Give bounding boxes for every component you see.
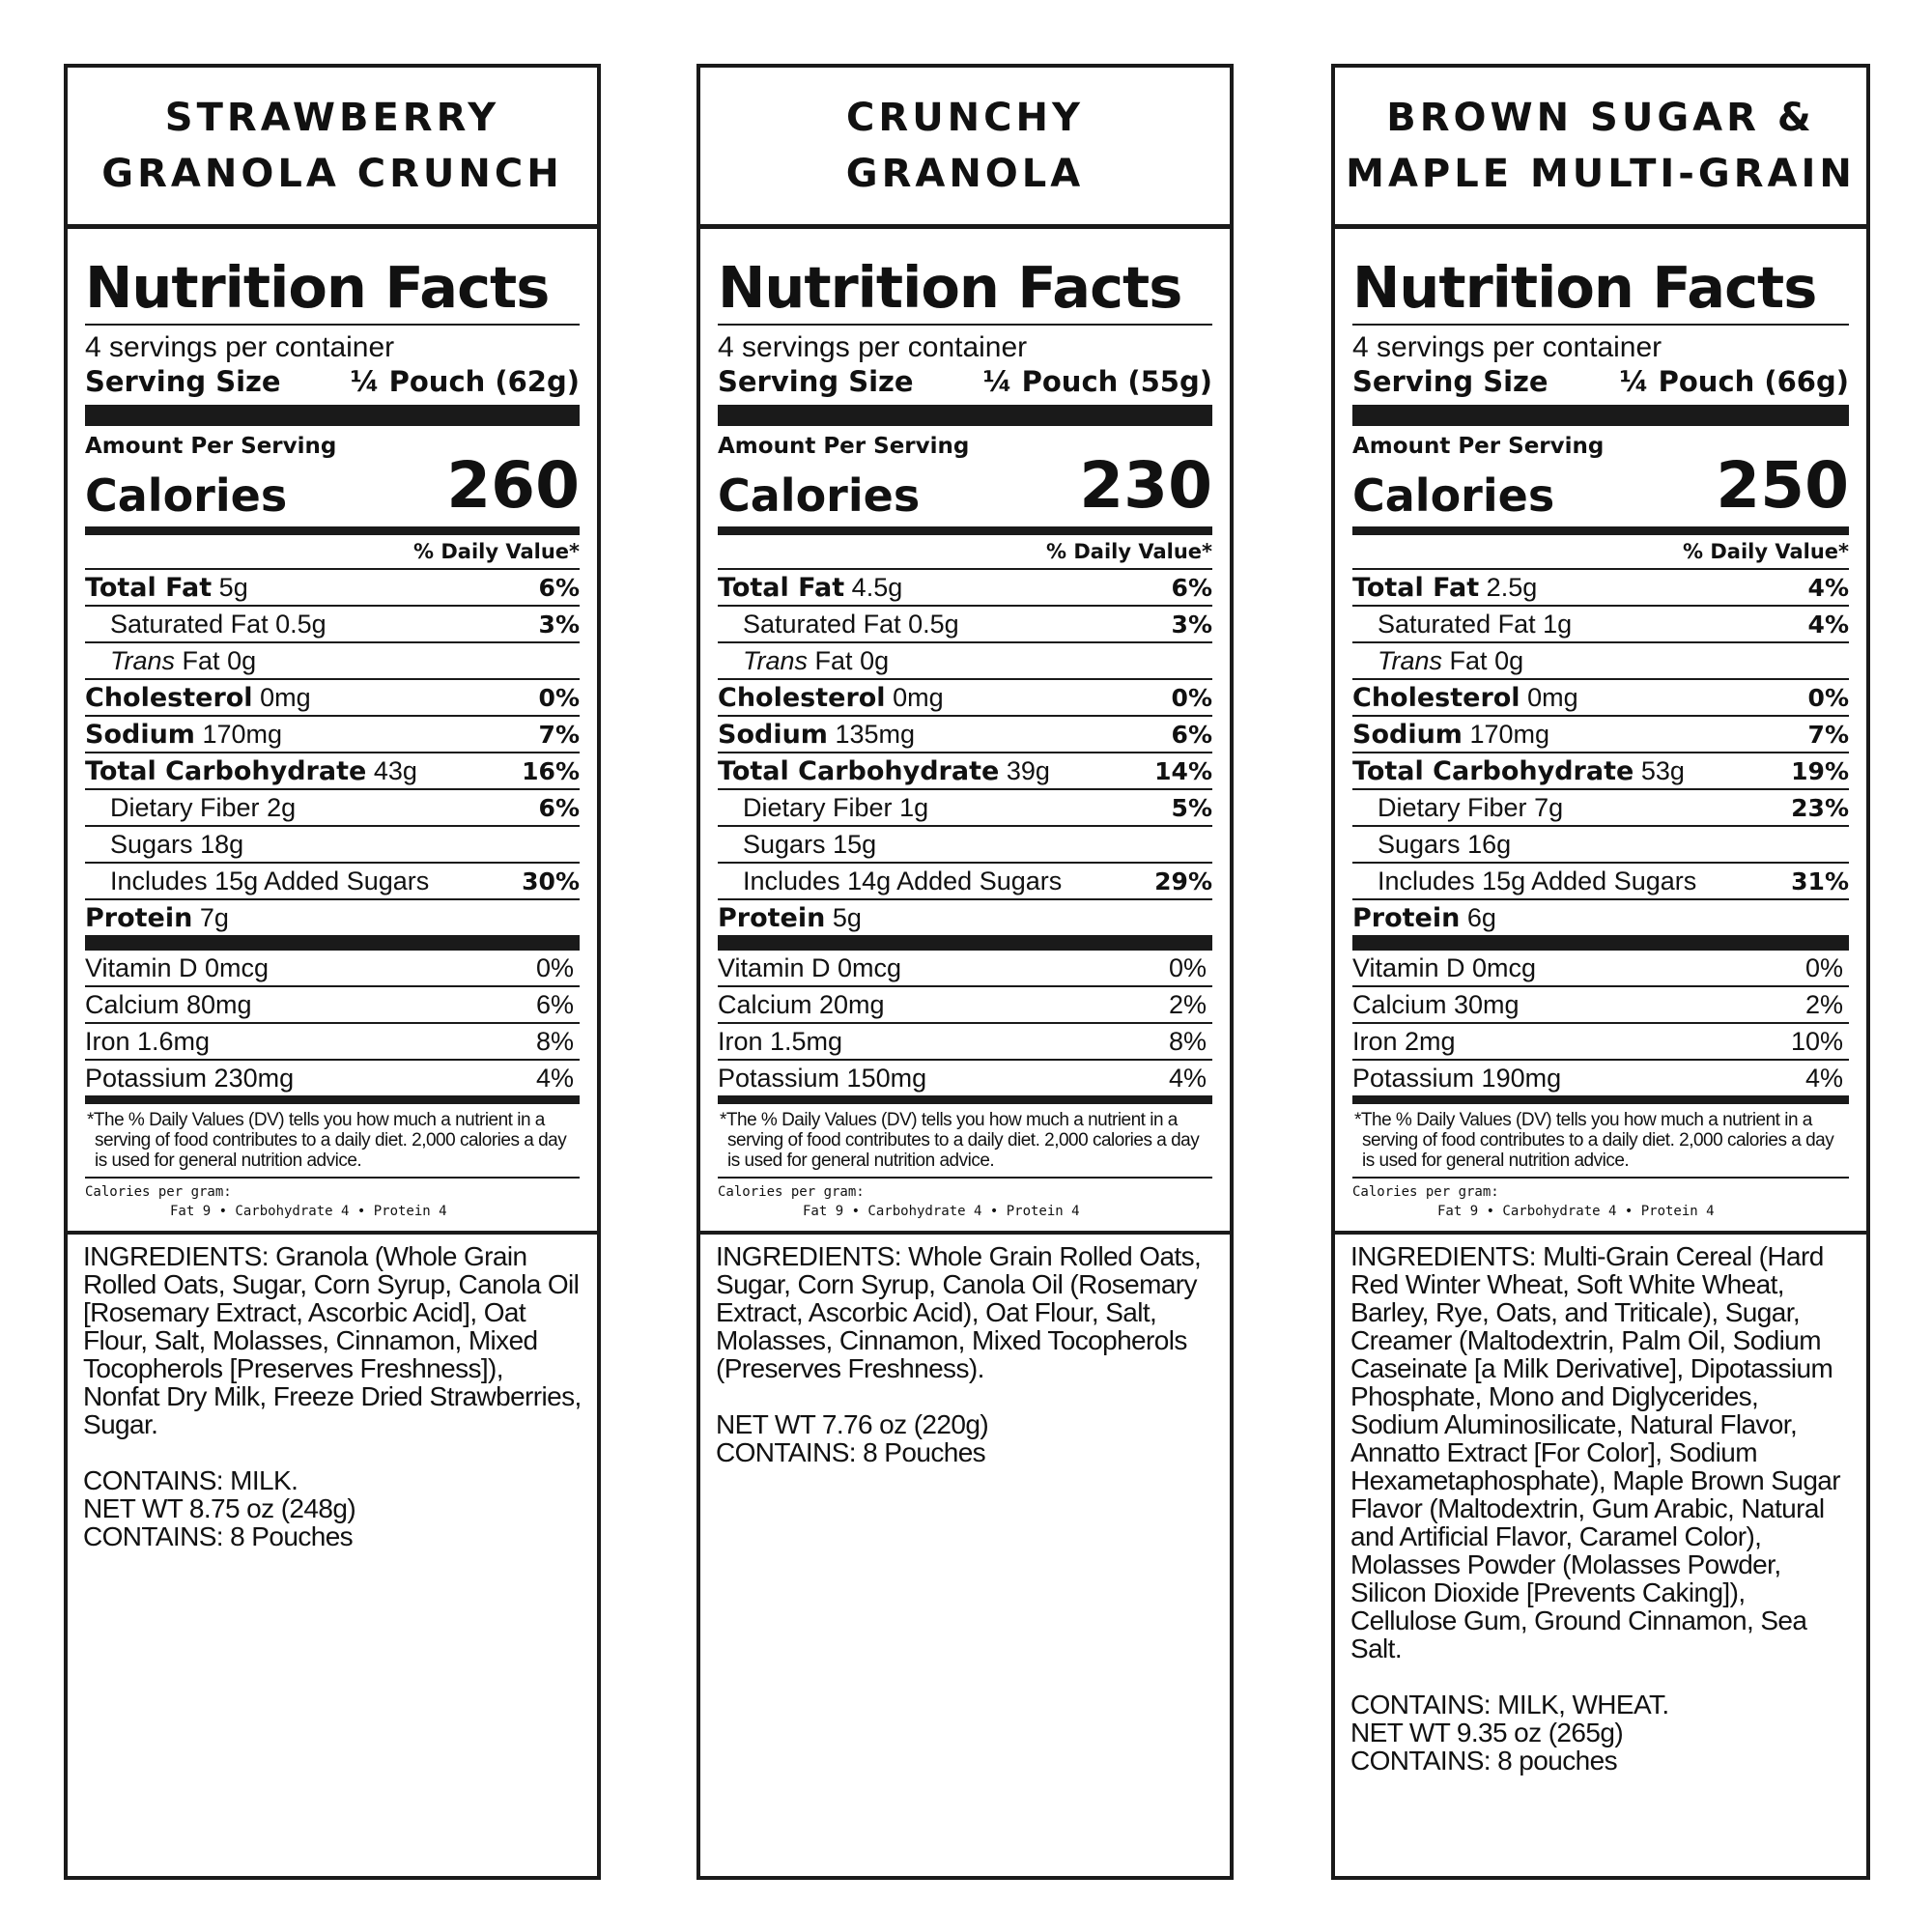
- sugars-amount: 16g: [1467, 829, 1512, 859]
- total-carb-row: [85, 753, 580, 790]
- sodium-dv: 7%: [538, 720, 580, 749]
- net-weight: NET WT 9.35 oz (265g): [1350, 1718, 1624, 1747]
- saturated-fat-label: Saturated Fat: [743, 609, 901, 639]
- vitamin-d-row: [1352, 951, 1849, 987]
- sugars-amount: 18g: [200, 829, 244, 859]
- vitamin-d-dv: 0%: [1168, 952, 1207, 982]
- iron-dv: 8%: [535, 1026, 574, 1056]
- product-title: [1335, 68, 1866, 229]
- iron-label: Iron 2mg: [1352, 1026, 1456, 1056]
- protein-amount: 6g: [1466, 902, 1496, 932]
- daily-value-footnote: [85, 1104, 580, 1179]
- saturated-fat-amount: 0.5g: [908, 609, 959, 639]
- potassium-label: Potassium 150mg: [718, 1063, 927, 1093]
- trans-fat-row: [1352, 643, 1849, 680]
- nutrition-panel-3: [1331, 64, 1870, 1880]
- dietary-fiber-dv: 6%: [538, 793, 580, 822]
- protein-amount: 5g: [832, 902, 862, 932]
- cholesterol-row: [85, 680, 580, 717]
- vitamin-d-row: [85, 951, 580, 987]
- protein-row: [85, 900, 580, 951]
- trans-fat-label: Fat: [182, 645, 220, 675]
- added-sugars-label: Includes 15g Added Sugars: [110, 866, 430, 895]
- added-sugars-dv: 29%: [1154, 867, 1212, 895]
- total-carb-dv: 14%: [1154, 756, 1212, 785]
- iron-row: [718, 1024, 1212, 1061]
- trans-fat-italic: Trans: [743, 645, 809, 675]
- cholesterol-label: Cholesterol: [1352, 682, 1520, 713]
- total-carb-amount: 53g: [1640, 755, 1685, 785]
- vitamin-d-label: Vitamin D 0mcg: [1352, 952, 1537, 982]
- trans-fat-amount: 0g: [227, 645, 257, 675]
- trans-fat-row: [718, 643, 1212, 680]
- ingredients-label: INGREDIENTS:: [83, 1241, 269, 1271]
- serving-size: [718, 364, 1212, 426]
- nutrition-facts-heading: Nutrition Facts: [85, 256, 580, 326]
- potassium-row: [85, 1061, 580, 1104]
- sodium-label: Sodium: [1352, 719, 1463, 750]
- dietary-fiber-row: [718, 790, 1212, 827]
- serving-size-label: Serving Size: [718, 365, 914, 398]
- footnote-text: *The % Daily Values (DV) tells you how much a nutrient in a serving of food contributes to a daily diet. 2,000 calories a day is used for general nutrition advice.: [1354, 1110, 1834, 1171]
- total-carb-row: [1352, 753, 1849, 790]
- iron-label: Iron 1.5mg: [718, 1026, 843, 1056]
- total-fat-amount: 2.5g: [1486, 572, 1538, 602]
- trans-fat-amount: 0g: [1494, 645, 1524, 675]
- trans-fat-amount: 0g: [860, 645, 890, 675]
- ingredients-text: Multi-Grain Cereal (Hard Red Winter Wheat, Soft White Wheat, Barley, Rye, Oats, and Triticale), Sugar, Creamer (Maltodextrin, Palm Oil, Sodium Caseinate [a Milk Derivative], Dipotassium Phosphate, Mono and Diglycerides, Sodium Aluminosilicate, Natural Flavor, Annatto Extract [For Color], Sodium Hexametaphosphate), Maple Brown Sugar Flavor (Maltodextrin, Gum Arabic, Natural and Artificial Flavor, Caramel Color), Molasses Powder (Molasses Powder, Silicon Dioxide [Prevents Caking]), Cellulose Gum, Ground Cinnamon, Sea Salt.: [1350, 1241, 1840, 1663]
- sodium-dv: 7%: [1807, 720, 1849, 749]
- nutrition-facts-heading: Nutrition Facts: [718, 256, 1212, 326]
- trans-fat-italic: Trans: [1378, 645, 1443, 675]
- servings-per-container: 4 servings per container: [1352, 331, 1662, 363]
- product-title-line-2: MAPLE MULTI-GRAIN: [1346, 152, 1856, 196]
- added-sugars-label: Includes 14g Added Sugars: [743, 866, 1063, 895]
- saturated-fat-label: Saturated Fat: [1378, 609, 1536, 639]
- iron-label: Iron 1.6mg: [85, 1026, 211, 1056]
- calories-row: [85, 448, 580, 535]
- product-title-line-1: BROWN SUGAR &: [1386, 96, 1815, 140]
- calories-per-gram: [1352, 1179, 1849, 1231]
- calories-label: Calories: [718, 469, 921, 522]
- sodium-amount: 170mg: [202, 719, 283, 749]
- dietary-fiber-label: Dietary Fiber: [1378, 792, 1527, 822]
- footnote-text: *The % Daily Values (DV) tells you how much a nutrient in a serving of food contributes to a daily diet. 2,000 calories a day is used for general nutrition advice.: [720, 1110, 1200, 1171]
- protein-label: Protein: [85, 902, 193, 933]
- sugars-label: Sugars: [1378, 829, 1461, 859]
- iron-dv: 10%: [1790, 1026, 1843, 1056]
- serving-size-value: ¼ Pouch (55g): [982, 365, 1212, 398]
- calories-per-gram-label: Calories per gram:: [85, 1184, 232, 1200]
- calcium-dv: 6%: [535, 989, 574, 1019]
- servings-per-container: 4 servings per container: [718, 331, 1028, 363]
- dietary-fiber-dv: 5%: [1171, 793, 1212, 822]
- calcium-label: Calcium 20mg: [718, 989, 885, 1019]
- ingredients-section: [700, 1231, 1230, 1466]
- calories-row: [1352, 448, 1849, 535]
- daily-value-footnote: [1352, 1104, 1849, 1179]
- saturated-fat-row: [85, 607, 580, 643]
- total-carb-label: Total Carbohydrate: [718, 755, 1000, 786]
- trans-fat-row: [85, 643, 580, 680]
- nutrition-facts-label: [68, 229, 597, 1231]
- trans-fat-label: Fat: [814, 645, 853, 675]
- nutrition-facts-label: [1335, 229, 1866, 1231]
- product-title: [700, 68, 1230, 229]
- amount-per-serving: Amount Per Serving: [1352, 434, 1605, 459]
- product-title: [68, 68, 597, 229]
- calories-per-gram-values: Fat 9 • Carbohydrate 4 • Protein 4: [1437, 1204, 1715, 1219]
- calories-per-gram: [718, 1179, 1212, 1231]
- total-fat-row: [85, 570, 580, 607]
- saturated-fat-dv: 3%: [538, 610, 580, 639]
- saturated-fat-amount: 1g: [1543, 609, 1573, 639]
- cholesterol-dv: 0%: [1171, 683, 1212, 712]
- serving-size: [1352, 364, 1849, 426]
- added-sugars-row: [85, 864, 580, 900]
- calories-label: Calories: [1352, 469, 1555, 522]
- dietary-fiber-label: Dietary Fiber: [110, 792, 260, 822]
- total-carb-amount: 43g: [373, 755, 417, 785]
- product-title-line-2: GRANOLA: [845, 152, 1085, 196]
- protein-row: [718, 900, 1212, 951]
- potassium-label: Potassium 190mg: [1352, 1063, 1562, 1093]
- calcium-dv: 2%: [1804, 989, 1843, 1019]
- potassium-dv: 4%: [1804, 1063, 1843, 1093]
- calcium-label: Calcium 80mg: [85, 989, 252, 1019]
- calories-per-gram: [85, 1179, 580, 1231]
- product-title-line-2: GRANOLA CRUNCH: [101, 152, 563, 196]
- total-fat-amount: 5g: [218, 572, 248, 602]
- trans-fat-italic: Trans: [110, 645, 176, 675]
- added-sugars-dv: 31%: [1791, 867, 1849, 895]
- dietary-fiber-label: Dietary Fiber: [743, 792, 893, 822]
- sodium-row: [1352, 717, 1849, 753]
- vitamin-d-dv: 0%: [1804, 952, 1843, 982]
- calories-value: 230: [1079, 448, 1212, 523]
- dietary-fiber-row: [85, 790, 580, 827]
- total-fat-label: Total Fat: [1352, 572, 1480, 603]
- calcium-label: Calcium 30mg: [1352, 989, 1520, 1019]
- saturated-fat-dv: 3%: [1171, 610, 1212, 639]
- saturated-fat-row: [718, 607, 1212, 643]
- sugars-label: Sugars: [743, 829, 826, 859]
- iron-dv: 8%: [1168, 1026, 1207, 1056]
- vitamin-d-label: Vitamin D 0mcg: [85, 952, 270, 982]
- ingredients-section: [1335, 1231, 1866, 1775]
- calcium-row: [85, 987, 580, 1024]
- contains-pouches: CONTAINS: 8 Pouches: [83, 1521, 354, 1551]
- total-fat-row: [1352, 570, 1849, 607]
- sodium-row: [718, 717, 1212, 753]
- trans-fat-label: Fat: [1449, 645, 1488, 675]
- product-title-line-1: STRAWBERRY: [164, 96, 500, 140]
- daily-value-header: % Daily Value*: [85, 535, 580, 570]
- sodium-label: Sodium: [85, 719, 195, 750]
- total-fat-amount: 4.5g: [851, 572, 903, 602]
- calcium-row: [1352, 987, 1849, 1024]
- sodium-row: [85, 717, 580, 753]
- footnote-text: *The % Daily Values (DV) tells you how much a nutrient in a serving of food contributes to a daily diet. 2,000 calories a day is used for general nutrition advice.: [87, 1110, 567, 1171]
- potassium-row: [1352, 1061, 1849, 1104]
- dietary-fiber-amount: 1g: [899, 792, 929, 822]
- total-carb-label: Total Carbohydrate: [1352, 755, 1634, 786]
- nutrition-panel-2: [696, 64, 1234, 1880]
- protein-label: Protein: [1352, 902, 1461, 933]
- cholesterol-dv: 0%: [1807, 683, 1849, 712]
- cholesterol-row: [718, 680, 1212, 717]
- dietary-fiber-amount: 2g: [267, 792, 297, 822]
- sugars-row: [1352, 827, 1849, 864]
- cholesterol-amount: 0mg: [260, 682, 311, 712]
- amount-per-serving: Amount Per Serving: [85, 434, 337, 459]
- total-carb-dv: 16%: [522, 756, 580, 785]
- net-weight: NET WT 8.75 oz (248g): [83, 1493, 356, 1523]
- cholesterol-label: Cholesterol: [718, 682, 886, 713]
- servings-per-container: 4 servings per container: [85, 331, 395, 363]
- nutrition-facts-heading: Nutrition Facts: [1352, 256, 1849, 326]
- net-weight: NET WT 7.76 oz (220g): [716, 1409, 989, 1439]
- cholesterol-amount: 0mg: [1527, 682, 1578, 712]
- total-carb-amount: 39g: [1006, 755, 1050, 785]
- total-carb-dv: 19%: [1791, 756, 1849, 785]
- total-fat-row: [718, 570, 1212, 607]
- added-sugars-row: [718, 864, 1212, 900]
- calcium-dv: 2%: [1168, 989, 1207, 1019]
- saturated-fat-row: [1352, 607, 1849, 643]
- added-sugars-label: Includes 15g Added Sugars: [1378, 866, 1697, 895]
- daily-value-footnote: [718, 1104, 1212, 1179]
- product-title-line-1: CRUNCHY: [846, 96, 1084, 140]
- sugars-row: [85, 827, 580, 864]
- ingredients-label: INGREDIENTS:: [1350, 1241, 1536, 1271]
- calcium-row: [718, 987, 1212, 1024]
- contains-pouches: CONTAINS: 8 Pouches: [716, 1437, 986, 1467]
- amount-per-serving: Amount Per Serving: [718, 434, 970, 459]
- sodium-label: Sodium: [718, 719, 828, 750]
- total-fat-dv: 6%: [1171, 573, 1212, 602]
- vitamin-d-dv: 0%: [535, 952, 574, 982]
- potassium-label: Potassium 230mg: [85, 1063, 295, 1093]
- vitamin-d-label: Vitamin D 0mcg: [718, 952, 902, 982]
- ingredients-text: Granola (Whole Grain Rolled Oats, Sugar, Corn Syrup, Canola Oil [Rosemary Extract, Ascorbic Acid], Oat Flour, Salt, Molasses, Cinnamon, Mixed Tocopherols [Preserves Freshness]), Nonfat Dry Milk, Freeze Dried Strawberries, Sugar.: [83, 1241, 582, 1439]
- cholesterol-row: [1352, 680, 1849, 717]
- calories-row: [718, 448, 1212, 535]
- ingredients-section: [68, 1231, 597, 1550]
- cholesterol-label: Cholesterol: [85, 682, 253, 713]
- sodium-amount: 135mg: [835, 719, 916, 749]
- potassium-dv: 4%: [1168, 1063, 1207, 1093]
- saturated-fat-dv: 4%: [1807, 610, 1849, 639]
- daily-value-header: % Daily Value*: [1352, 535, 1849, 570]
- potassium-dv: 4%: [535, 1063, 574, 1093]
- nutrition-facts-label: [700, 229, 1230, 1231]
- calories-value: 260: [446, 448, 580, 523]
- protein-row: [1352, 900, 1849, 951]
- iron-row: [85, 1024, 580, 1061]
- dietary-fiber-row: [1352, 790, 1849, 827]
- iron-row: [1352, 1024, 1849, 1061]
- serving-size-value: ¼ Pouch (62g): [350, 365, 580, 398]
- total-fat-label: Total Fat: [85, 572, 213, 603]
- dietary-fiber-dv: 23%: [1791, 793, 1849, 822]
- ingredients-text: Whole Grain Rolled Oats, Sugar, Corn Syrup, Canola Oil (Rosemary Extract, Ascorbic Acid), Oat Flour, Salt, Molasses, Cinnamon, Mixed Tocopherols (Preserves Freshness).: [716, 1241, 1202, 1383]
- serving-size-label: Serving Size: [1352, 365, 1548, 398]
- vitamin-d-row: [718, 951, 1212, 987]
- sodium-amount: 170mg: [1469, 719, 1550, 749]
- total-carb-row: [718, 753, 1212, 790]
- saturated-fat-amount: 0.5g: [275, 609, 327, 639]
- dietary-fiber-amount: 7g: [1534, 792, 1564, 822]
- calories-per-gram-values: Fat 9 • Carbohydrate 4 • Protein 4: [170, 1204, 447, 1219]
- total-fat-label: Total Fat: [718, 572, 845, 603]
- ingredients-label: INGREDIENTS:: [716, 1241, 901, 1271]
- added-sugars-row: [1352, 864, 1849, 900]
- contains-allergen: CONTAINS: MILK, WHEAT.: [1350, 1690, 1669, 1719]
- sodium-dv: 6%: [1171, 720, 1212, 749]
- total-carb-label: Total Carbohydrate: [85, 755, 367, 786]
- total-fat-dv: 6%: [538, 573, 580, 602]
- calories-per-gram-label: Calories per gram:: [1352, 1184, 1499, 1200]
- calories-per-gram-values: Fat 9 • Carbohydrate 4 • Protein 4: [803, 1204, 1080, 1219]
- daily-value-header: % Daily Value*: [718, 535, 1212, 570]
- cholesterol-dv: 0%: [538, 683, 580, 712]
- saturated-fat-label: Saturated Fat: [110, 609, 269, 639]
- sugars-amount: 15g: [833, 829, 877, 859]
- potassium-row: [718, 1061, 1212, 1104]
- nutrition-panel-1: [64, 64, 601, 1880]
- serving-size-value: ¼ Pouch (66g): [1619, 365, 1849, 398]
- sugars-row: [718, 827, 1212, 864]
- added-sugars-dv: 30%: [522, 867, 580, 895]
- serving-size: [85, 364, 580, 426]
- protein-amount: 7g: [199, 902, 229, 932]
- protein-label: Protein: [718, 902, 826, 933]
- contains-allergen: CONTAINS: MILK.: [83, 1465, 298, 1495]
- calories-label: Calories: [85, 469, 288, 522]
- total-fat-dv: 4%: [1807, 573, 1849, 602]
- sugars-label: Sugars: [110, 829, 193, 859]
- cholesterol-amount: 0mg: [893, 682, 944, 712]
- calories-per-gram-label: Calories per gram:: [718, 1184, 865, 1200]
- contains-pouches: CONTAINS: 8 pouches: [1350, 1746, 1617, 1776]
- calories-value: 250: [1716, 448, 1849, 523]
- serving-size-label: Serving Size: [85, 365, 281, 398]
